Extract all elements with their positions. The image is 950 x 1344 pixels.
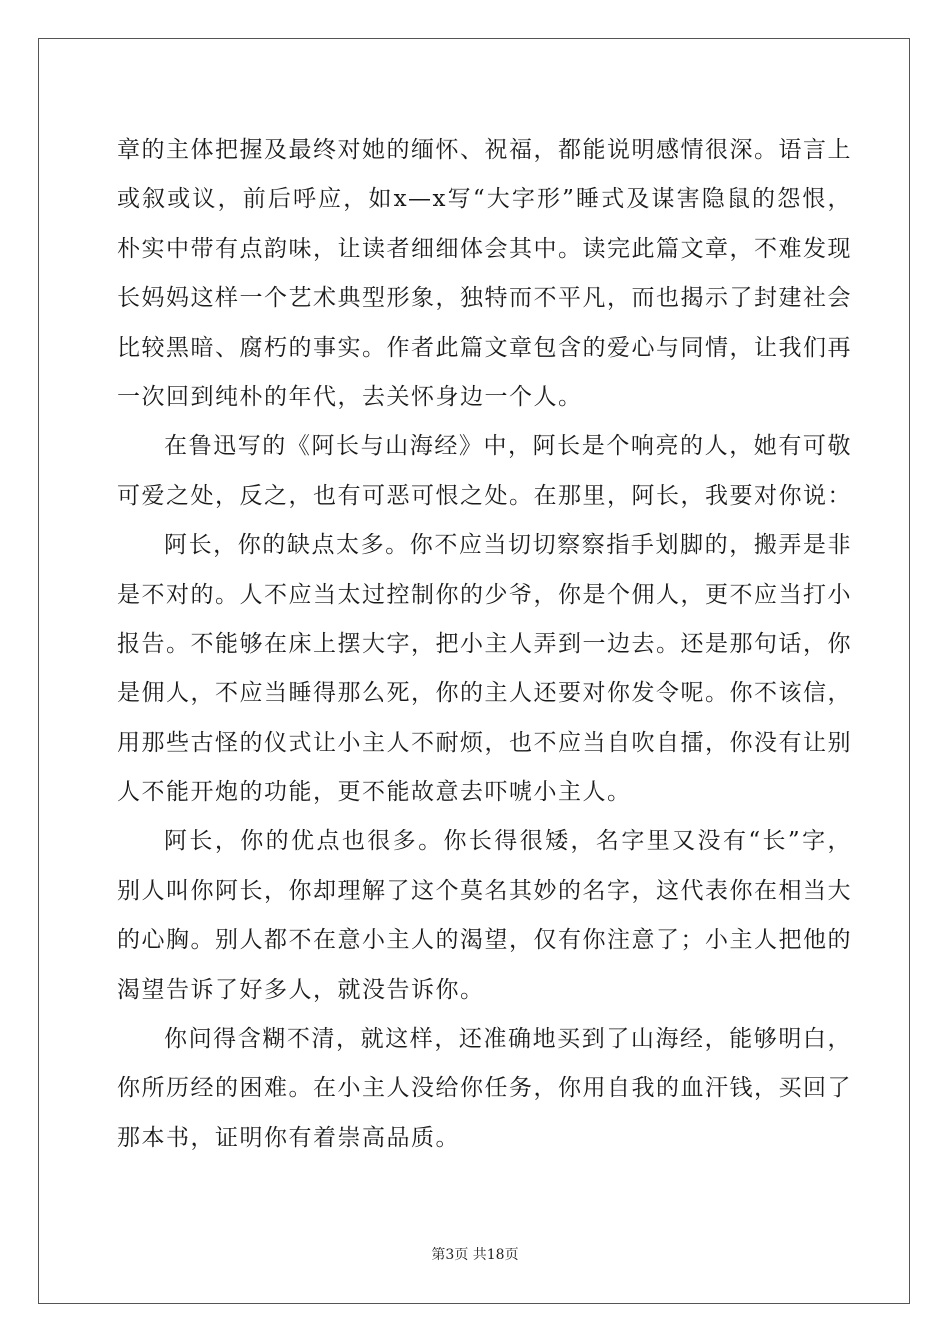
text-line: 渴望告诉了好多人，就没告诉你。 — [117, 976, 485, 1003]
text-line: 的心胸。别人都不在意小主人的渴望，仅有你注意了；小主人把他的 — [117, 927, 852, 954]
text-line: 用那些古怪的仪式让小主人不耐烦，也不应当自吹自擂，你没有让别 — [117, 729, 852, 756]
text-line: 别人叫你阿长，你却理解了这个莫名其妙的名字，这代表你在相当大 — [117, 877, 852, 904]
text-line: 章的主体把握及最终对她的缅怀、祝福，都能说明感情很深。语言上 — [117, 137, 852, 163]
text-line: 人不能开炮的功能，更不能故意去吓唬小主人。 — [117, 779, 632, 806]
text-line: 或叙或议，前后呼应，如x—x写“大字形”睡式及谋害隐鼠的怨恨， — [117, 186, 852, 213]
text-line: 是不对的。人不应当太过控制你的少爷，你是个佣人，更不应当打小 — [117, 581, 852, 608]
text-line: 那本书，证明你有着崇高品质。 — [117, 1124, 460, 1151]
text-line: 阿长，你的缺点太多。你不应当切切察察指手划脚的，搬弄是非 — [164, 532, 852, 559]
text-line: 阿长，你的优点也很多。你长得很矮，名字里又没有“长”字， — [164, 828, 852, 855]
text-line: 是佣人，不应当睡得那么死，你的主人还要对你发令呢。你不该信， — [117, 680, 852, 707]
text-line: 一次回到纯朴的年代，去关怀身边一个人。 — [117, 383, 583, 410]
text-line: 你问得含糊不清，就这样，还准确地买到了山海经，能够明白， — [164, 1026, 852, 1053]
text-line: 在鲁迅写的《阿长与山海经》中，阿长是个响亮的人，她有可敬 — [164, 433, 852, 460]
text-line: 朴实中带有点韵味，让读者细细体会其中。读完此篇文章，不难发现 — [117, 235, 852, 262]
text-line: 报告。不能够在床上摆大字，把小主人弄到一边去。还是那句话，你 — [117, 630, 852, 657]
text-line: 可爱之处，反之，也有可恶可恨之处。在那里，阿长，我要对你说： — [117, 482, 852, 509]
page-footer: 第3页 共18页 — [431, 1247, 519, 1263]
text-line: 比较黑暗、腐朽的事实。作者此篇文章包含的爱心与同情，让我们再 — [117, 334, 852, 361]
text-line: 长妈妈这样一个艺术典型形象，独特而不平凡，而也揭示了封建社会 — [117, 285, 852, 312]
text-line: 你所历经的困难。在小主人没给你任务，你用自我的血汗钱，买回了 — [117, 1075, 852, 1102]
document-body — [117, 126, 852, 1163]
